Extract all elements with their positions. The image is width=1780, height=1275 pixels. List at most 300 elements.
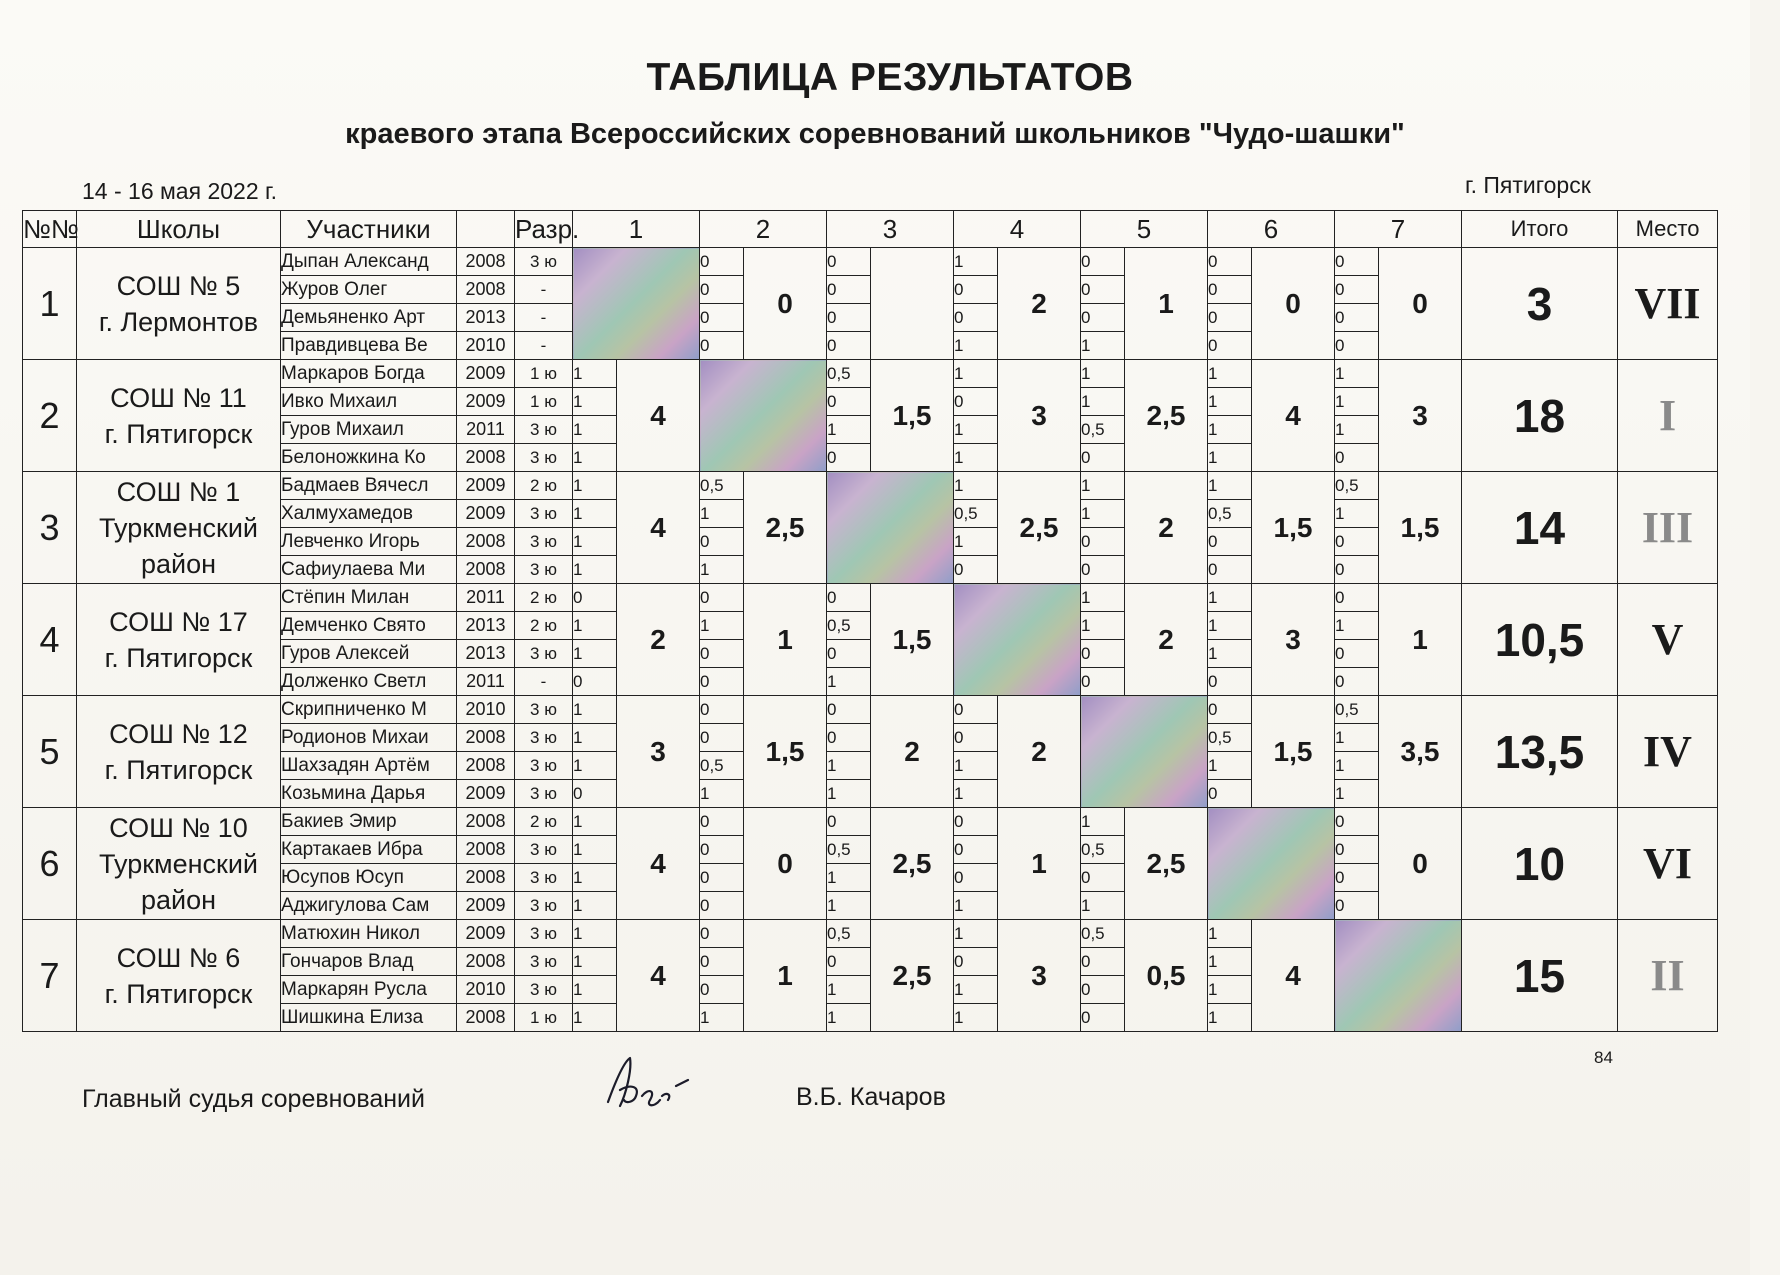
player-year: 2008	[457, 948, 515, 976]
player-year: 2009	[457, 892, 515, 920]
game-score: 1	[954, 780, 998, 808]
match-score: 1,5	[871, 584, 954, 696]
header-place: Место	[1618, 211, 1718, 248]
game-score: 0	[827, 948, 871, 976]
game-score: 1	[1335, 752, 1379, 780]
player-year: 2008	[457, 836, 515, 864]
game-score: 1	[1208, 444, 1252, 472]
game-score: 1	[827, 668, 871, 696]
game-score: 0	[573, 780, 617, 808]
game-score: 1	[573, 500, 617, 528]
player-year: 2009	[457, 920, 515, 948]
game-score: 0	[1081, 668, 1125, 696]
player-name: Родионов Михаи	[281, 724, 457, 752]
game-score: 1	[573, 836, 617, 864]
game-score: 0	[700, 696, 744, 724]
game-score: 1	[573, 388, 617, 416]
game-score: 0,5	[1208, 500, 1252, 528]
match-score: 1	[744, 920, 827, 1032]
game-score: 1	[954, 360, 998, 388]
game-score: 0,5	[1208, 724, 1252, 752]
game-score: 0	[954, 948, 998, 976]
match-score: 3	[1379, 360, 1462, 472]
game-score: 0,5	[1335, 696, 1379, 724]
game-score: 1	[573, 948, 617, 976]
game-score: 0	[954, 696, 998, 724]
game-score: 0	[827, 808, 871, 836]
player-name: Аджигулова Сам	[281, 892, 457, 920]
game-score: 0,5	[700, 472, 744, 500]
game-score: 0	[827, 332, 871, 360]
player-name: Матюхин Никол	[281, 920, 457, 948]
game-score: 1	[700, 780, 744, 808]
game-score: 0	[700, 948, 744, 976]
game-score: 0	[954, 388, 998, 416]
match-score: 0	[1252, 248, 1335, 360]
match-score: 3	[998, 920, 1081, 1032]
game-score: 1	[1335, 416, 1379, 444]
game-score: 1	[700, 1004, 744, 1032]
player-rank: 3 ю	[515, 500, 573, 528]
header-round-4: 4	[954, 211, 1081, 248]
match-score: 2,5	[1125, 808, 1208, 920]
player-name: Бакиев Эмир	[281, 808, 457, 836]
game-score: 0	[700, 332, 744, 360]
game-score: 1	[827, 780, 871, 808]
game-score: 0,5	[827, 612, 871, 640]
game-score: 0	[1081, 444, 1125, 472]
game-score: 1	[1208, 584, 1252, 612]
match-score: 1,5	[1252, 696, 1335, 808]
player-year: 2011	[457, 416, 515, 444]
player-rank: -	[515, 304, 573, 332]
team-total: 14	[1462, 472, 1618, 584]
player-year: 2008	[457, 1004, 515, 1032]
diagonal-cell	[700, 360, 827, 472]
team-school	[77, 808, 281, 920]
player-rank: 3 ю	[515, 780, 573, 808]
game-score: 1	[573, 808, 617, 836]
player-rank: 3 ю	[515, 696, 573, 724]
team-total: 10,5	[1462, 584, 1618, 696]
player-name: Козьмина Дарья	[281, 780, 457, 808]
game-score: 1	[954, 920, 998, 948]
game-score: 0	[1081, 640, 1125, 668]
player-rank: 3 ю	[515, 948, 573, 976]
header-rank: Разр.	[515, 211, 573, 248]
game-score: 0	[700, 808, 744, 836]
team-school	[77, 248, 281, 360]
game-score: 1	[573, 444, 617, 472]
game-score: 0	[1081, 248, 1125, 276]
match-score: 2,5	[998, 472, 1081, 584]
game-score: 1	[700, 500, 744, 528]
match-score: 1	[1125, 248, 1208, 360]
game-score: 0	[700, 920, 744, 948]
player-name: Стёпин Милан	[281, 584, 457, 612]
team-total: 10	[1462, 808, 1618, 920]
player-year: 2009	[457, 780, 515, 808]
game-score: 0	[954, 556, 998, 584]
player-rank: 3 ю	[515, 528, 573, 556]
player-name: Гуров Алексей	[281, 640, 457, 668]
player-rank: 1 ю	[515, 1004, 573, 1032]
game-score: 1	[827, 1004, 871, 1032]
game-score: 1	[1208, 752, 1252, 780]
game-score: 1	[1081, 500, 1125, 528]
match-score: 1	[744, 584, 827, 696]
player-year: 2008	[457, 864, 515, 892]
game-score: 0	[827, 276, 871, 304]
player-rank: 2 ю	[515, 808, 573, 836]
header-round-5: 5	[1081, 211, 1208, 248]
game-score: 1	[1335, 388, 1379, 416]
match-score: 2	[617, 584, 700, 696]
player-year: 2009	[457, 472, 515, 500]
school-line: район	[140, 548, 217, 579]
game-score: 0	[1335, 668, 1379, 696]
game-score: 1	[1208, 640, 1252, 668]
game-score: 0	[1081, 556, 1125, 584]
game-score: 0	[1335, 556, 1379, 584]
player-year: 2013	[457, 640, 515, 668]
table-row	[23, 808, 1718, 836]
team-number: 1	[23, 248, 77, 360]
player-year: 2008	[457, 248, 515, 276]
table-row	[23, 920, 1718, 948]
header-round-3: 3	[827, 211, 954, 248]
player-name: Демченко Свято	[281, 612, 457, 640]
player-year: 2011	[457, 668, 515, 696]
game-score: 0	[1081, 1004, 1125, 1032]
game-score: 0	[1081, 304, 1125, 332]
game-score: 1	[1081, 808, 1125, 836]
match-score: 0	[1379, 808, 1462, 920]
player-name: Бадмаев Вячесл	[281, 472, 457, 500]
game-score: 1	[700, 612, 744, 640]
game-score: 0	[700, 668, 744, 696]
table-row	[23, 696, 1718, 724]
player-name: Скрипниченко М	[281, 696, 457, 724]
match-score: 2,5	[744, 472, 827, 584]
judge-label: Главный судья соревнований	[82, 1085, 425, 1113]
player-name: Долженко Светл	[281, 668, 457, 696]
school-line: г. Пятигорск	[104, 642, 253, 673]
player-rank: 3 ю	[515, 444, 573, 472]
game-score: 0	[827, 444, 871, 472]
game-score: 1	[827, 976, 871, 1004]
match-score: 1,5	[871, 360, 954, 472]
game-score: 0	[1335, 892, 1379, 920]
game-score: 0	[1335, 248, 1379, 276]
game-score: 1	[573, 640, 617, 668]
game-score: 0	[1208, 556, 1252, 584]
player-rank: 1 ю	[515, 360, 573, 388]
header-num: №№	[23, 211, 77, 248]
game-score: 0	[1208, 780, 1252, 808]
game-score: 0	[700, 976, 744, 1004]
team-number: 3	[23, 472, 77, 584]
school-line: г. Пятигорск	[104, 418, 253, 449]
game-score: 1	[1208, 360, 1252, 388]
game-score: 0	[954, 304, 998, 332]
game-score: 1	[573, 752, 617, 780]
team-school	[77, 584, 281, 696]
game-score: 1	[700, 556, 744, 584]
school-line: СОШ № 6	[116, 942, 241, 973]
player-name: Белоножкина Ко	[281, 444, 457, 472]
school-line: СОШ № 10	[109, 812, 248, 843]
game-score: 1	[1208, 416, 1252, 444]
team-school	[77, 360, 281, 472]
game-score: 0	[700, 724, 744, 752]
team-school	[77, 696, 281, 808]
match-score: 2,5	[871, 808, 954, 920]
game-score: 1	[573, 920, 617, 948]
game-score: 0	[954, 724, 998, 752]
game-score: 1	[954, 892, 998, 920]
match-score: 3	[1252, 584, 1335, 696]
game-score: 0,5	[954, 500, 998, 528]
match-score: 4	[617, 920, 700, 1032]
match-score: 0	[744, 808, 827, 920]
match-score: 4	[1252, 920, 1335, 1032]
game-score: 0	[827, 724, 871, 752]
game-score: 0	[1081, 864, 1125, 892]
game-score: 0	[573, 668, 617, 696]
game-score: 0	[1081, 948, 1125, 976]
match-score: 2	[871, 696, 954, 808]
event-date: 14 - 16 мая 2022 г.	[82, 178, 277, 204]
game-score: 0,5	[700, 752, 744, 780]
match-score: 4	[617, 808, 700, 920]
player-rank: 3 ю	[515, 752, 573, 780]
game-score: 1	[573, 416, 617, 444]
match-score: 1,5	[1379, 472, 1462, 584]
table-row	[23, 360, 1718, 388]
player-name: Картакаев Ибра	[281, 836, 457, 864]
game-score: 0,5	[1081, 836, 1125, 864]
game-score: 0	[827, 248, 871, 276]
player-rank: 3 ю	[515, 416, 573, 444]
player-year: 2010	[457, 976, 515, 1004]
player-year: 2008	[457, 724, 515, 752]
game-score: 1	[1335, 780, 1379, 808]
diagonal-cell	[1208, 808, 1335, 920]
player-rank: -	[515, 276, 573, 304]
team-total: 13,5	[1462, 696, 1618, 808]
game-score: 0	[954, 276, 998, 304]
game-score: 0	[1335, 640, 1379, 668]
header-round-7: 7	[1335, 211, 1462, 248]
player-year: 2008	[457, 752, 515, 780]
school-line: г. Пятигорск	[104, 754, 253, 785]
game-score: 0,5	[827, 920, 871, 948]
table-row	[23, 584, 1718, 612]
game-score: 1	[954, 472, 998, 500]
game-score: 0	[827, 304, 871, 332]
player-year: 2011	[457, 584, 515, 612]
game-score: 1	[573, 724, 617, 752]
game-score: 0	[1208, 528, 1252, 556]
table-row	[23, 472, 1718, 500]
player-name: Халмухамедов	[281, 500, 457, 528]
game-score: 1	[573, 612, 617, 640]
game-score: 1	[1208, 1004, 1252, 1032]
team-place: III	[1618, 472, 1718, 584]
game-score: 1	[1081, 584, 1125, 612]
team-place: V	[1618, 584, 1718, 696]
game-score: 1	[954, 444, 998, 472]
header-year	[457, 211, 515, 248]
match-score: 3,5	[1379, 696, 1462, 808]
match-score: 2	[998, 696, 1081, 808]
header-participants: Участники	[281, 211, 457, 248]
game-score: 0	[1081, 976, 1125, 1004]
match-score: 0	[744, 248, 827, 360]
game-score: 1	[1335, 612, 1379, 640]
school-line: СОШ № 17	[109, 606, 248, 637]
game-score: 1	[573, 556, 617, 584]
header-school: Школы	[77, 211, 281, 248]
player-name: Гуров Михаил	[281, 416, 457, 444]
game-score: 1	[954, 248, 998, 276]
header-round-2: 2	[700, 211, 827, 248]
team-number: 5	[23, 696, 77, 808]
player-year: 2013	[457, 304, 515, 332]
game-score: 1	[1081, 332, 1125, 360]
game-score: 0,5	[1081, 920, 1125, 948]
game-score: 0	[954, 864, 998, 892]
signature-image	[590, 1050, 700, 1120]
diagonal-cell	[954, 584, 1081, 696]
match-score: 4	[1252, 360, 1335, 472]
player-rank: 3 ю	[515, 248, 573, 276]
diagonal-cell	[1335, 920, 1462, 1032]
game-score: 1	[827, 752, 871, 780]
game-score: 1	[1208, 920, 1252, 948]
team-number: 4	[23, 584, 77, 696]
diagonal-cell	[573, 248, 700, 360]
team-place: I	[1618, 360, 1718, 472]
diagonal-cell	[1081, 696, 1208, 808]
game-score: 0,5	[827, 360, 871, 388]
header-total: Итого	[1462, 211, 1618, 248]
game-score: 1	[573, 1004, 617, 1032]
game-score: 1	[954, 528, 998, 556]
player-rank: 1 ю	[515, 388, 573, 416]
school-line: СОШ № 12	[109, 718, 248, 749]
team-school	[77, 472, 281, 584]
table-row	[23, 248, 1718, 276]
match-score: 2,5	[1125, 360, 1208, 472]
player-name: Шахзадян Артём	[281, 752, 457, 780]
game-score: 0	[700, 528, 744, 556]
player-name: Шишкина Елиза	[281, 1004, 457, 1032]
game-score: 0	[1335, 836, 1379, 864]
player-name: Ивко Михаил	[281, 388, 457, 416]
game-score: 0	[1335, 528, 1379, 556]
team-place: VII	[1618, 248, 1718, 360]
game-score: 1	[1335, 360, 1379, 388]
team-place: VI	[1618, 808, 1718, 920]
diagonal-cell	[827, 472, 954, 584]
game-score: 1	[1081, 612, 1125, 640]
player-rank: 3 ю	[515, 640, 573, 668]
game-score: 1	[1081, 388, 1125, 416]
game-score: 1	[1081, 360, 1125, 388]
player-rank: 2 ю	[515, 472, 573, 500]
game-score: 0	[1208, 696, 1252, 724]
player-year: 2008	[457, 276, 515, 304]
school-line: СОШ № 5	[116, 270, 241, 301]
game-score: 0	[1208, 304, 1252, 332]
player-name: Правдивцева Ве	[281, 332, 457, 360]
game-score: 0	[700, 864, 744, 892]
team-total: 3	[1462, 248, 1618, 360]
game-score: 0	[1335, 584, 1379, 612]
match-score: 1,5	[1252, 472, 1335, 584]
event-city: г. Пятигорск	[1465, 172, 1591, 198]
game-score: 1	[1081, 472, 1125, 500]
game-score: 0	[1335, 304, 1379, 332]
match-score: 3	[998, 360, 1081, 472]
game-score: 1	[1208, 948, 1252, 976]
match-score: 2	[1125, 472, 1208, 584]
team-total: 18	[1462, 360, 1618, 472]
game-score: 0	[700, 304, 744, 332]
player-rank: -	[515, 332, 573, 360]
game-score: 1	[954, 752, 998, 780]
school-line: Туркменский	[99, 512, 258, 543]
game-score: 0	[1208, 248, 1252, 276]
player-year: 2009	[457, 500, 515, 528]
player-year: 2008	[457, 808, 515, 836]
player-name: Маркаров Богда	[281, 360, 457, 388]
header-row	[23, 211, 1718, 248]
player-rank: 3 ю	[515, 892, 573, 920]
game-score: 1	[954, 332, 998, 360]
game-score: 0	[573, 584, 617, 612]
game-score: 1	[954, 416, 998, 444]
game-score: 1	[1335, 500, 1379, 528]
game-score: 1	[573, 528, 617, 556]
school-line: Туркменский	[99, 848, 258, 879]
header-round-1: 1	[573, 211, 700, 248]
game-score: 0	[700, 248, 744, 276]
player-name: Маркарян Русла	[281, 976, 457, 1004]
player-name: Демьяненко Арт	[281, 304, 457, 332]
match-score: 1,5	[744, 696, 827, 808]
match-score: 1	[1379, 584, 1462, 696]
results-table	[22, 210, 1718, 1032]
game-score: 0	[1335, 276, 1379, 304]
player-rank: 2 ю	[515, 612, 573, 640]
player-rank: 3 ю	[515, 864, 573, 892]
game-score: 0	[700, 276, 744, 304]
school-line: СОШ № 1	[116, 476, 241, 507]
page-subtitle: краевого этапа Всероссийских соревнований школьников "Чудо-шашки"	[345, 118, 1405, 150]
game-score: 1	[573, 696, 617, 724]
game-score: 1	[1208, 612, 1252, 640]
player-rank: 3 ю	[515, 976, 573, 1004]
school-line: г. Лермонтов	[98, 306, 259, 337]
player-year: 2009	[457, 388, 515, 416]
game-score: 0	[1335, 444, 1379, 472]
school-line: г. Пятигорск	[104, 978, 253, 1009]
school-line: район	[140, 884, 217, 915]
game-score: 1	[573, 892, 617, 920]
